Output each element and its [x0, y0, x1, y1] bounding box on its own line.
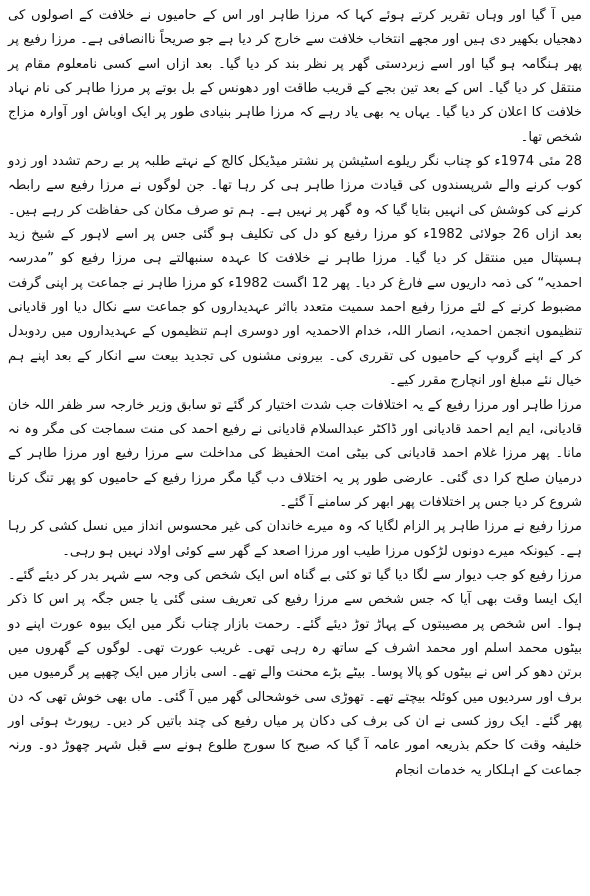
paragraph-3: مرزا طاہر اور مرزا رفیع کے یہ اختلافات جب شدت اختیار کر گئے تو سابق وزیر خارجہ سر ظفر اللہ خان قادیانی، ایم ایم احمد قادیانی اور ڈاکٹر عبدالسلام قادیانی نے رفیع احمد کی منت سماجت کی مگر وہ نہ مانا۔ پھر مرزا غلام احمد قادیانی کی بیٹی امت الحفیظ کی مداخلت سے مرزا رفیع اور مرزا طاہر کے درمیان صلح کرا دی گئی۔ عارضی طور پر یہ اختلاف دب گیا مگر مرزا رفیع کے حامیوں کو پھر تنگ کرنا شروع کر دیا جس پر اختلافات پھر ابھر کر سامنے آ گئے۔ [8, 397, 582, 510]
paragraph-4: مرزا رفیع نے مرزا طاہر پر الزام لگایا کہ وہ میرے خاندان کی غیر محسوس انداز میں نسل کشی کر رہا ہے۔ کیونکہ میرے دونوں لڑکوں مرزا طیب اور مرزا اصعد کے گھر سے کوئی اولاد نہیں ہو رہی۔ [8, 519, 582, 559]
paragraph-2: 28 مئی 1974ء کو چناب نگر ریلوے اسٹیشن پر نشتر میڈیکل کالج کے نہتے طلبہ پر بے رحم تشدد اور زدو کوب کرنے والے شرپسندوں کی قیادت مرزا طاہر ہی کر رہا تھا۔ جن لوگوں نے مرزا رفیع سے رابطہ کرنے کی کوشش کی انہیں بتایا گیا کہ وہ گھر پر نہیں ہے۔ ہم تو صرف مکان کی حفاظت کر رہے ہیں۔ بعد ازاں 26 جولائی 1982ء کو مرزا رفیع کو دل کی تکلیف ہو گئی جس پر اسے لاہور کے شیخ زید ہسپتال میں منتقل کر دیا گیا۔ مرزا طاہر نے خلافت کا عہدہ سنبھالتے ہی مرزا رفیع کو ”مدرسہ احمدیہ“ کی ذمہ داریوں سے فارغ کر دیا۔ پھر 12 اگست 1982ء کو مرزا طاہر نے جماعت پر اپنی گرفت مضبوط کرنے کے لئے مرزا رفیع احمد سمیت متعدد بااثر عہدیداروں کو جماعت سے نکال دیا اور قادیانی تنظیموں انجمن احمدیہ، انصار اللہ، خدام الاحمدیہ اور دوسری اہم تنظیموں کے عہدیداروں میں ردوبدل کر کے اپنے گروپ کے حامیوں کی تقرری کی۔ بیرونی مشنوں کی تجدید بیعت سے انکار کے بعد اپنے ہم خیال نئے مبلغ اور انچارج مقرر کیے۔ [8, 154, 583, 389]
paragraph-5: مرزا رفیع کو جب دیوار سے لگا دیا گیا تو کئی بے گناہ اس ایک شخص کی وجہ سے شہر بدر کر دیئے گئے۔ ایک ایسا وقت بھی آیا کہ جس شخص سے مرزا رفیع کی تعریف سنی گئی یا جس جگہ پر اس کا ذکر ہوا۔ اس شخص پر مصیبتوں کے پہاڑ توڑ دیئے گئے۔ رحمت بازار چناب نگر میں ایک بیوہ عورت اپنے دو بیٹوں محمد اسلم اور محمد اشرف کے ساتھ رہ رہی تھی۔ غریب عورت تھی۔ لوگوں کے گھروں میں برتن دھو کر اس نے بیٹوں کو پالا پوسا۔ بیٹے بڑے محنت والے تھے۔ اسی بازار میں ایک چھپے پر گرمیوں میں برف اور سردیوں میں کوئلہ بیچتے تھے۔ تھوڑی سی خوشحالی گھر میں آ گئی۔ ماں بھی خوش تھی کہ دن پھر گئے۔ ایک روز کسی نے ان کی برف کی دکان پر میاں رفیع کی چند باتیں کر دیں۔ رپورٹ ہوئی اور خلیفہ وقت کا حکم بذریعہ امور عامہ آ گیا کہ صبح کا سورج طلوع ہونے سے قبل شہر چھوڑ دو۔ ورنہ جماعت کے اہلکار یہ خدمات انجام [8, 567, 582, 778]
paragraph-1: میں آ گیا اور وہاں تقریر کرتے ہوئے کہا کہ مرزا طاہر اور اس کے حامیوں نے خلافت کے اصولوں کی دھجیاں بکھیر دی ہیں اور مجھے انتخاب خلافت سے خارج کر دیا ہے جو صریحاً ناانصافی ہے۔ مرزا رفیع پر پھر ہنگامہ ہو گیا اور اسے زبردستی گھر پر نظر بند کر دیا گیا۔ بعد ازاں اسے کسی نامعلوم مقام پر منتقل کر دیا گیا۔ اس کے بعد تین بجے کے قریب طاقت اور دھونس کے بل بوتے پر مرزا طاہر کی نام نہاد خلافت کا اعلان کر دیا گیا۔ یہاں یہ بھی یاد رہے کہ مرزا طاہر بنیادی طور پر ایک اوباش اور آوارہ مزاج شخص تھا۔ [8, 8, 582, 145]
